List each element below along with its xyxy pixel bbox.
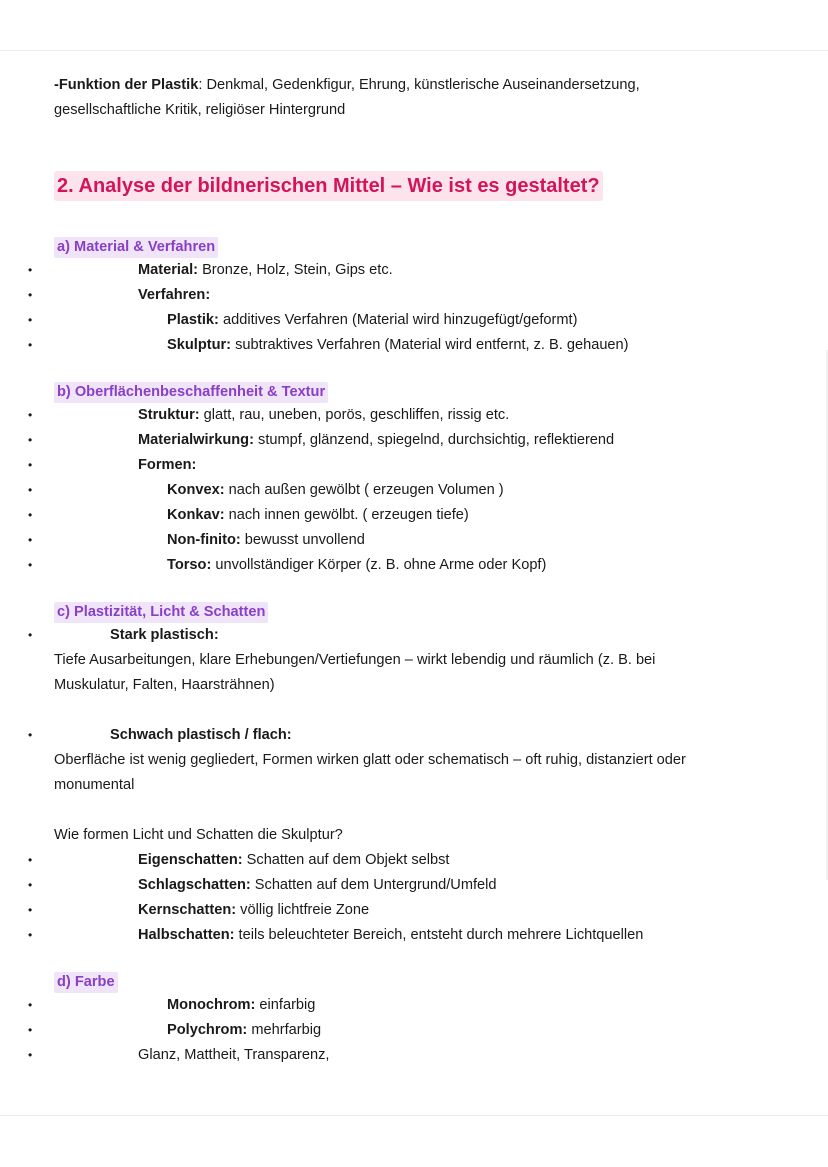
list-item — [54, 258, 814, 283]
list-item — [54, 1018, 814, 1043]
light-question: Wie formen Licht und Schatten die Skulptur? — [54, 827, 343, 843]
item-label: Verfahren: — [138, 287, 211, 303]
list-item — [54, 428, 814, 453]
section-heading: 2. Analyse der bildnerischen Mittel – Wie ist es gestaltet? — [54, 171, 603, 201]
item-label: Plastik: — [167, 312, 219, 328]
item-label: Materialwirkung: — [138, 432, 254, 448]
list-item — [54, 848, 814, 873]
item-text: mehrfarbig — [247, 1022, 322, 1038]
item-text: Bronze, Holz, Stein, Gips etc. — [198, 262, 393, 278]
list-item — [54, 923, 814, 948]
schwach-description — [54, 748, 814, 798]
item-text: Schatten auf dem Untergrund/Umfeld — [250, 877, 497, 893]
item-label: Skulptur: — [167, 337, 232, 353]
item-label: Polychrom: — [167, 1022, 248, 1038]
item-label: Non-finito: — [167, 532, 241, 548]
item-label: Konvex: — [167, 482, 225, 498]
intro-line1: : Denkmal, Gedenkfigur, Ehrung, künstlerische Auseinandersetzung, — [198, 77, 640, 93]
list-item — [54, 553, 814, 578]
item-text: nach außen gewölbt ( erzeugen Volumen ) — [224, 482, 504, 498]
item-label: Torso: — [167, 557, 212, 573]
section-d — [54, 972, 814, 1068]
list-item — [54, 873, 814, 898]
top-divider — [0, 50, 828, 51]
item-label: Schwach plastisch / flach: — [110, 727, 292, 743]
item-text: völlig lichtfreie Zone — [236, 902, 370, 918]
list-item — [54, 453, 814, 478]
text-line: monumental — [54, 777, 135, 793]
list-item — [54, 403, 814, 428]
text-line: Muskulatur, Falten, Haarsträhnen) — [54, 677, 275, 693]
item-label: Kernschatten: — [138, 902, 237, 918]
stark-description — [54, 648, 814, 698]
list-item — [54, 528, 814, 553]
list-item — [54, 623, 814, 648]
intro-paragraph — [54, 73, 814, 123]
item-label: Schlagschatten: — [138, 877, 251, 893]
item-label: Material: — [138, 262, 199, 278]
intro-label: -Funktion der Plastik — [54, 77, 199, 93]
list-item — [54, 333, 814, 358]
list-item — [54, 283, 814, 308]
bottom-divider — [0, 1115, 828, 1116]
list-item — [54, 478, 814, 503]
item-label: Monochrom: — [167, 997, 256, 1013]
section-d-title: d) Farbe — [54, 972, 118, 993]
item-label: Struktur: — [138, 407, 200, 423]
item-label: Formen: — [138, 457, 197, 473]
section-c-title: c) Plastizität, Licht & Schatten — [54, 602, 268, 623]
section-b — [54, 382, 814, 578]
list-item — [54, 993, 814, 1018]
section-a — [54, 237, 814, 358]
item-text: einfarbig — [255, 997, 316, 1013]
text-line: Oberfläche ist wenig gegliedert, Formen wirken glatt oder schematisch – oft ruhig, distanziert oder — [54, 752, 686, 768]
intro-line2: gesellschaftliche Kritik, religiöser Hintergrund — [54, 102, 346, 118]
item-text: bewusst unvollend — [240, 532, 365, 548]
list-item — [54, 723, 814, 748]
list-item — [54, 898, 814, 923]
item-label: Eigenschatten: — [138, 852, 243, 868]
item-text: glatt, rau, uneben, porös, geschliffen, rissig etc. — [199, 407, 510, 423]
section-c — [54, 602, 814, 948]
item-text: subtraktives Verfahren (Material wird entfernt, z. B. gehauen) — [231, 337, 629, 353]
item-text: nach innen gewölbt. ( erzeugen tiefe) — [224, 507, 469, 523]
item-text: teils beleuchteter Bereich, entsteht durch mehrere Lichtquellen — [234, 927, 644, 943]
document-page — [54, 73, 814, 1068]
item-text: Schatten auf dem Objekt selbst — [242, 852, 450, 868]
item-label: Halbschatten: — [138, 927, 235, 943]
text-line: Tiefe Ausarbeitungen, klare Erhebungen/Vertiefungen – wirkt lebendig und räumlich (z. B. bei — [54, 652, 656, 668]
item-text: Glanz, Mattheit, Transparenz, — [138, 1047, 330, 1063]
list-item — [54, 308, 814, 333]
list-item — [54, 503, 814, 528]
section-a-title: a) Material & Verfahren — [54, 237, 218, 258]
item-label: Stark plastisch: — [110, 627, 219, 643]
section-b-title: b) Oberflächenbeschaffenheit & Textur — [54, 382, 328, 403]
item-label: Konkav: — [167, 507, 225, 523]
item-text: stumpf, glänzend, spiegelnd, durchsichtig, reflektierend — [253, 432, 615, 448]
list-item — [54, 1043, 814, 1068]
item-text: unvollständiger Körper (z. B. ohne Arme oder Kopf) — [211, 557, 547, 573]
item-text: additives Verfahren (Material wird hinzugefügt/geformt) — [218, 312, 578, 328]
